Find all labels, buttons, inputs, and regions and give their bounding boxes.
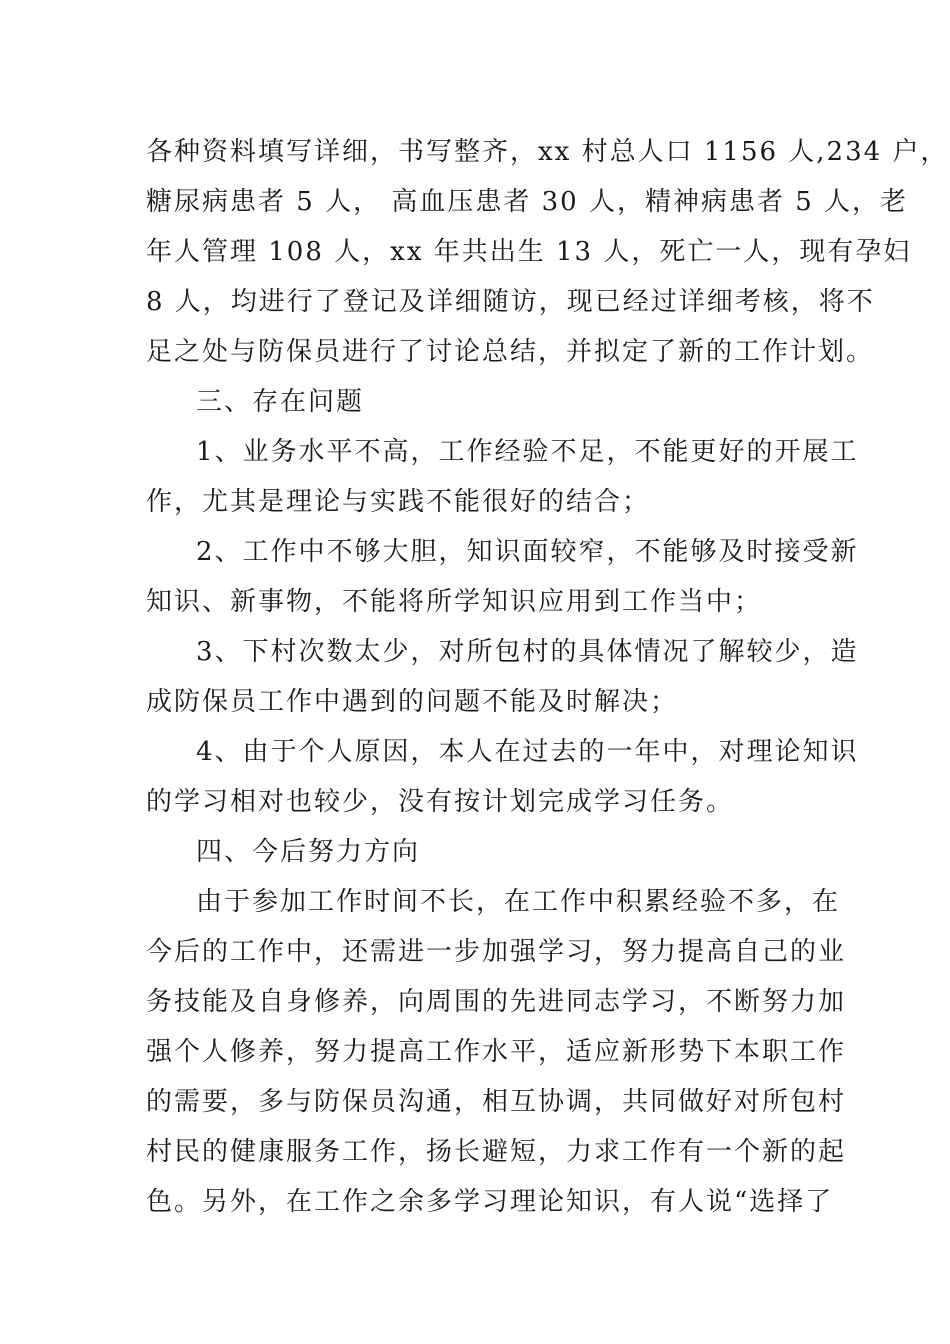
text-line: 各种资料填写详细，书写整齐，xx 村总人口 1156 人,234 户，: [146, 137, 949, 167]
text-line: 4、由于个人原因，本人在过去的一年中，对理论知识: [196, 737, 859, 767]
text-line: 的需要，多与防保员沟通，相互协调，共同做好对所包村: [146, 1087, 847, 1117]
section-heading: 三、存在问题: [196, 387, 365, 417]
text-line: 糖尿病患者 5 人， 高血压患者 30 人，精神病患者 5 人，老: [146, 187, 909, 217]
text-line: 2、工作中不够大胆，知识面较窄，不能够及时接受新: [196, 537, 859, 567]
text-line: 由于参加工作时间不长，在工作中积累经验不多，在: [196, 887, 841, 917]
text-line: 的学习相对也较少，没有按计划完成学习任务。: [146, 787, 735, 817]
text-line: 强个人修养，努力提高工作水平，适应新形势下本职工作: [146, 1037, 847, 1067]
text-line: 村民的健康服务工作，扬长避短，力求工作有一个新的起: [146, 1137, 847, 1167]
text-line: 1、业务水平不高，工作经验不足，不能更好的开展工: [196, 437, 859, 467]
text-line: 8 人，均进行了登记及详细随访，现已经过详细考核，将不: [146, 287, 875, 317]
text-line: 知识、新事物，不能将所学知识应用到工作当中；: [146, 587, 763, 617]
text-line: 务技能及自身修养，向周围的先进同志学习，不断努力加: [146, 987, 847, 1017]
text-line: 作，尤其是理论与实践不能很好的结合；: [146, 487, 651, 517]
section-heading: 四、今后努力方向: [196, 837, 421, 867]
text-line: 3、下村次数太少，对所包村的具体情况了解较少，造: [196, 637, 859, 667]
text-line: 今后的工作中，还需进一步加强学习，努力提高自己的业: [146, 937, 847, 967]
text-line: 色。另外，在工作之余多学习理论知识，有人说“选择了: [146, 1187, 834, 1217]
text-line: 年人管理 108 人，xx 年共出生 13 人，死亡一人，现有孕妇: [146, 237, 912, 267]
text-line: 成防保员工作中遇到的问题不能及时解决；: [146, 687, 679, 717]
text-line: 足之处与防保员进行了讨论总结，并拟定了新的工作计划。: [146, 337, 875, 367]
